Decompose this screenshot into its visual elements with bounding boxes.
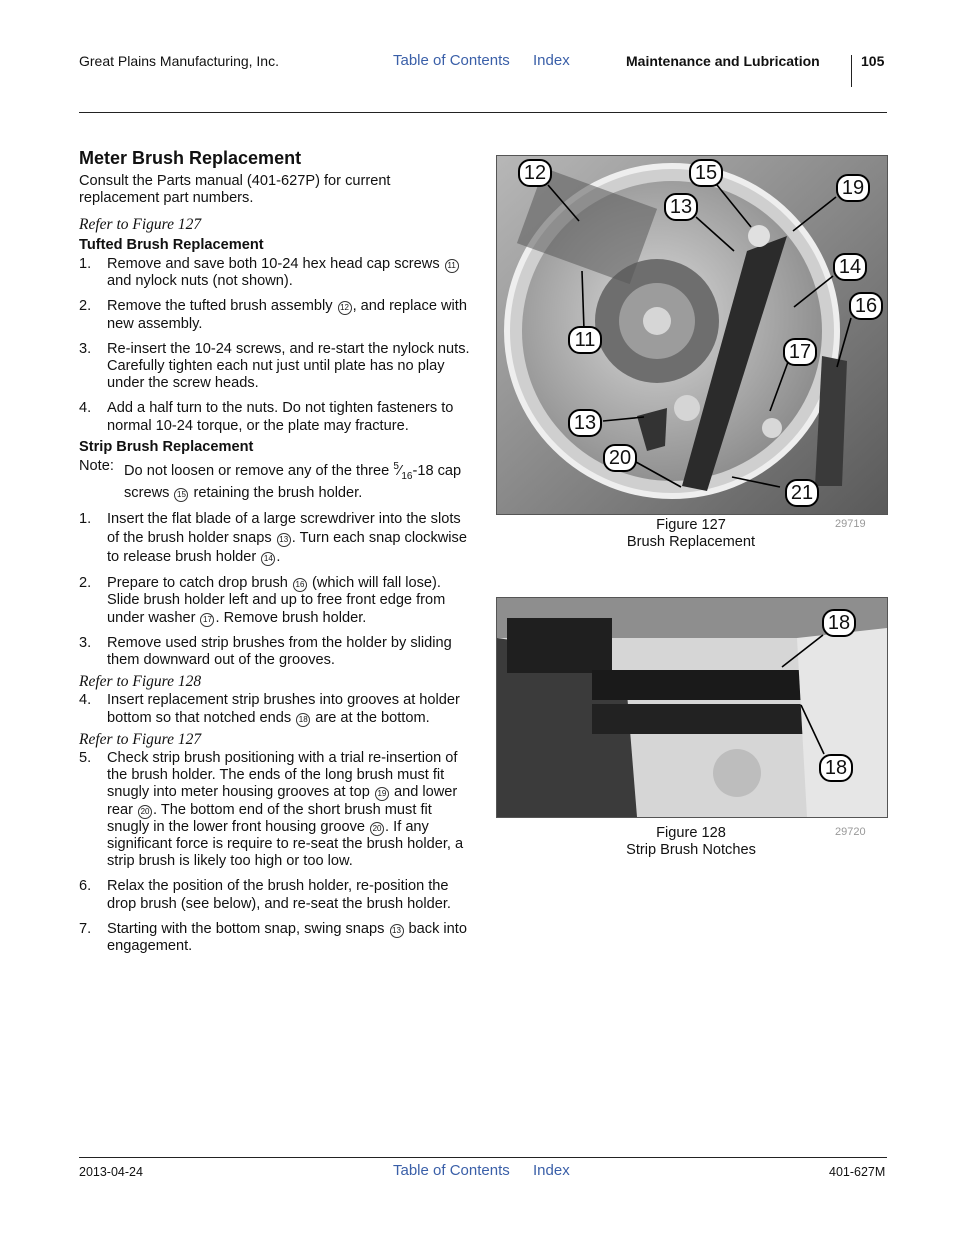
step-text: (which will fall lose). Slide brush holder left and up to free front edge from under washer — [107, 575, 446, 626]
step-text: Remove and save both 10-24 hex head cap screws — [107, 256, 444, 273]
callout-ref: 20 — [138, 805, 152, 819]
callout-bubble: 11 — [568, 326, 602, 354]
list-item — [79, 256, 471, 290]
footer-index-link[interactable]: Index — [533, 1162, 570, 1179]
footer-doc-number: 401-627M — [829, 1165, 886, 1179]
step-text: Remove used strip brushes from the holder by sliding them downward out of the grooves. — [107, 634, 452, 669]
index-link[interactable]: Index — [533, 52, 570, 69]
fraction-denominator: 16 — [401, 470, 413, 482]
caption-label: Figure 128 — [656, 825, 726, 841]
figure-128-caption — [586, 825, 796, 859]
step-number: 3. — [79, 340, 92, 357]
leader-line — [636, 462, 681, 487]
step-text: Starting with the bottom snap, swing snaps — [107, 920, 389, 937]
step-text: and lower rear — [107, 784, 458, 818]
step-number: 4. — [79, 692, 92, 709]
leader-line — [837, 318, 851, 367]
footer-toc-link[interactable]: Table of Contents — [393, 1162, 510, 1179]
step-number: 5. — [79, 750, 92, 767]
toc-link[interactable]: Table of Contents — [393, 52, 510, 69]
figure-reference: Refer to Figure 128 — [79, 673, 202, 691]
callout-ref: 18 — [296, 713, 310, 727]
step-text: . The bottom end of the short brush must fit snugly in the lower front housing groove — [107, 801, 432, 835]
step-text: . — [276, 549, 281, 566]
callout-bubble: 21 — [785, 479, 819, 507]
leader-line — [770, 362, 788, 411]
note-label: Note: — [79, 458, 114, 475]
step-text: Re-insert the 10-24 screws, and re-start the nylock nuts. Carefully tighten each nut just until plate has no play under the screw heads. — [107, 340, 470, 392]
caption-title: Strip Brush Notches — [626, 842, 756, 858]
callout-bubble: 13 — [664, 193, 698, 221]
leader-line — [548, 185, 579, 221]
note-text: -18 cap screws — [124, 462, 462, 502]
callout-bubble: 13 — [568, 409, 602, 437]
list-item — [79, 692, 471, 726]
list-item — [79, 878, 471, 912]
callout-bubble: 14 — [833, 253, 867, 281]
caption-label: Figure 127 — [656, 517, 726, 533]
page-heading: Meter Brush Replacement — [79, 148, 302, 168]
callout-ref: 14 — [261, 552, 275, 566]
list-item — [79, 635, 471, 669]
figure-127-caption — [586, 517, 796, 551]
leader-line — [582, 271, 584, 330]
intro-paragraph: Consult the Parts manual (401-627P) for current replacement part numbers. — [79, 173, 391, 207]
leader-line — [794, 276, 833, 307]
callout-ref: 15 — [174, 488, 188, 502]
list-item — [79, 298, 471, 332]
footer-date: 2013-04-24 — [79, 1165, 143, 1179]
page-number: 105 — [861, 53, 885, 69]
step-text: . If any significant force is require to re-seat the brush holder, a strip brush is likely too high or too low. — [107, 818, 464, 870]
caption-title: Brush Replacement — [626, 534, 756, 550]
section-title: Maintenance and Lubrication — [626, 53, 820, 69]
callout-bubble: 16 — [849, 292, 883, 320]
step-number: 7. — [79, 920, 92, 937]
callout-bubble: 20 — [603, 444, 637, 472]
callout-bubble: 18 — [819, 754, 853, 782]
step-text: , and replace with new assembly. — [107, 298, 467, 332]
callout-ref: 17 — [200, 613, 214, 627]
figure-reference: Refer to Figure 127 — [79, 730, 202, 748]
step-text: Add a half turn to the nuts. Do not tighten fasteners to normal 10-24 torque, or the plate may fracture. — [107, 400, 454, 434]
callout-ref: 16 — [293, 578, 307, 592]
step-number: 4. — [79, 400, 92, 417]
step-text: . Turn each snap clockwise to release brush holder — [107, 530, 467, 566]
list-item — [79, 510, 471, 567]
callout-ref: 12 — [338, 301, 352, 315]
callout-ref: 20 — [370, 822, 384, 836]
step-text: back into engagement. — [107, 920, 467, 955]
leader-line — [603, 417, 644, 421]
callout-bubble: 15 — [689, 159, 723, 187]
leader-line — [717, 185, 751, 227]
step-text: Check strip brush positioning with a trial re-insertion of the brush holder. The ends of the long brush must fit snugly into meter housing grooves at top — [107, 750, 458, 801]
list-item — [79, 575, 471, 627]
callout-ref: 11 — [445, 259, 459, 273]
tufted-heading: Tufted Brush Replacement — [79, 236, 264, 253]
step-number: 2. — [79, 298, 92, 315]
leader-line — [793, 197, 836, 231]
list-item — [79, 921, 471, 955]
callout-bubble: 19 — [836, 174, 870, 202]
footer-rule — [79, 1157, 887, 1158]
callout-bubble: 12 — [518, 159, 552, 187]
step-text: Insert the flat blade of a large screwdriver into the slots of the brush holder snaps — [107, 511, 461, 547]
leader-line — [696, 217, 734, 251]
callout-ref: 13 — [390, 924, 404, 938]
leader-line — [782, 635, 823, 667]
step-text: Relax the position of the brush holder, re-position the drop brush (see below), and re-seat the brush holder. — [107, 878, 451, 912]
leader-line — [801, 705, 824, 754]
leader-line — [732, 477, 780, 487]
callout-bubble: 17 — [783, 338, 817, 366]
step-text: are at the bottom. — [311, 709, 430, 726]
step-text: . Remove brush holder. — [215, 609, 367, 626]
step-text: Prepare to catch drop brush — [107, 575, 292, 592]
company-name: Great Plains Manufacturing, Inc. — [79, 53, 279, 69]
list-item — [79, 750, 471, 870]
note-text: Do not loosen or remove any of the three — [124, 462, 394, 479]
callout-ref: 13 — [277, 533, 291, 547]
step-number: 1. — [79, 256, 92, 273]
step-text: Remove the tufted brush assembly — [107, 298, 337, 315]
strip-heading: Strip Brush Replacement — [79, 438, 254, 455]
figure-128-image-number: 29720 — [835, 826, 866, 838]
figure-127-image-number: 29719 — [835, 518, 866, 530]
step-number: 3. — [79, 634, 92, 651]
step-text: Insert replacement strip brushes into grooves at holder bottom so that notched ends — [107, 692, 460, 726]
step-number: 6. — [79, 878, 92, 895]
fraction-numerator: 5 — [393, 461, 399, 473]
list-item — [79, 400, 471, 434]
step-text: and nylock nuts (not shown). — [107, 273, 293, 290]
note-text: retaining the brush holder. — [189, 485, 363, 502]
header-divider — [851, 55, 852, 87]
figure-reference: Refer to Figure 127 — [79, 215, 202, 233]
step-number: 1. — [79, 511, 92, 528]
callout-ref: 19 — [375, 787, 389, 801]
header-rule — [79, 112, 887, 113]
note: Note: Do not loosen or remove any of the three $^5⁄_{16}-18$ cap screws 15 retaining the brush holder. — [79, 458, 462, 502]
list-item — [79, 341, 471, 393]
main-text — [79, 150, 471, 963]
step-number: 2. — [79, 575, 92, 592]
callout-bubble: 18 — [822, 609, 856, 637]
